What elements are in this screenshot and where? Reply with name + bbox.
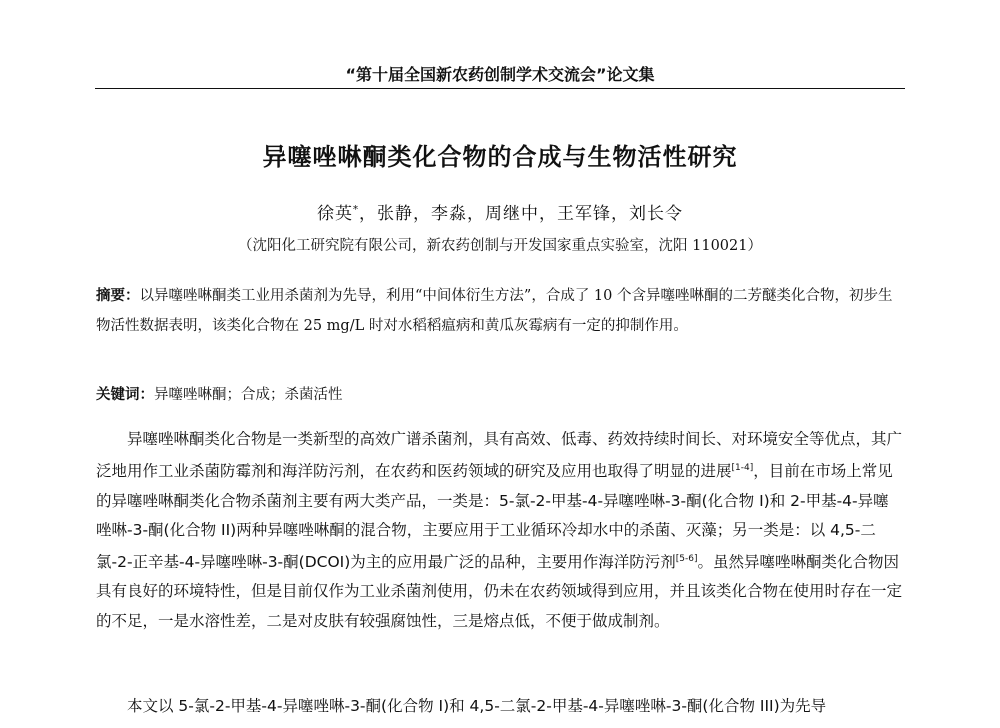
keywords (96, 383, 904, 407)
body-p1-part-a: 异噻唑啉酮类化合物是一类新型的高效广谱杀菌剂，具有高效、低毒、药效持续时间长、对环境安全等优点，其广泛地用作工业杀菌防霉剂和海洋防污剂，在农药和医药领域的研究及应用也取得了明显的进展 (96, 430, 903, 481)
header-divider (95, 88, 905, 89)
running-header: “第十届全国新农药创制学术交流会”论文集 (345, 65, 655, 84)
author-rest: ，张静，李淼，周继中，王军锋，刘长令 (359, 204, 683, 224)
keywords-text: 异噻唑啉酮；合成；杀菌活性 (154, 387, 343, 403)
body-paragraph-1 (96, 425, 904, 636)
corresponding-author-mark: * (353, 204, 359, 216)
author-first: 徐英 (317, 204, 353, 224)
author-list (0, 199, 1000, 224)
abstract-text: 以异噻唑啉酮类工业用杀菌剂为先导，利用“中间体衍生方法”，合成了 10 个含异噻唑啉酮的二芳醚类化合物，初步生物活性数据表明，该类化合物在 25 mg/L 时对水稻稻瘟病和黄瓜灰霉病有一定的抑制作用。 (96, 288, 893, 334)
keywords-label: 关键词： (96, 387, 154, 403)
body-paragraph-2: 本文以 5-氯-2-甲基-4-异噻唑啉-3-酮(化合物 I)和 4,5-二氯-2-甲基-4-异噻唑啉-3-酮(化合物 III)为先导 (127, 697, 827, 715)
citation-1-4: [1-4] (731, 463, 754, 474)
affiliation: （沈阳化工研究院有限公司，新农药创制与开发国家重点实验室，沈阳 110021） (238, 238, 762, 254)
body-p1-part-b: ，目前在市场上常见的异噻唑啉酮类化合物杀菌剂主要有两大类产品，一类是：5-氯-2-甲基-4-异噻唑啉-3-酮(化合物 I)和 2-甲基-4-异噻唑啉-3-酮(化合物 II)两种异噻唑啉酮的混合物，主要应用于工业循环冷却水中的杀菌、灭藻；另一类是：以 4,5-二氯-2-正辛基-4-异噻唑啉-3-酮(DCOI)为主的应用最广泛的品种，主要用作海洋防污剂 (96, 462, 893, 572)
abstract (96, 281, 904, 341)
paper-title: 异噻唑啉酮类化合物的合成与生物活性研究 (262, 143, 738, 171)
citation-5-6: [5-6] (675, 553, 698, 564)
abstract-label: 摘要： (96, 288, 140, 304)
body-p1-part-c: 。虽然异噻唑啉酮类化合物因具有良好的环境特性，但是目前仅作为工业杀菌剂使用，仍未在农药领域得到应用，并且该类化合物在使用时存在一定的不足，一是水溶性差，二是对皮肤有较强腐蚀性，三是熔点低，不便于做成制剂。 (96, 553, 903, 630)
